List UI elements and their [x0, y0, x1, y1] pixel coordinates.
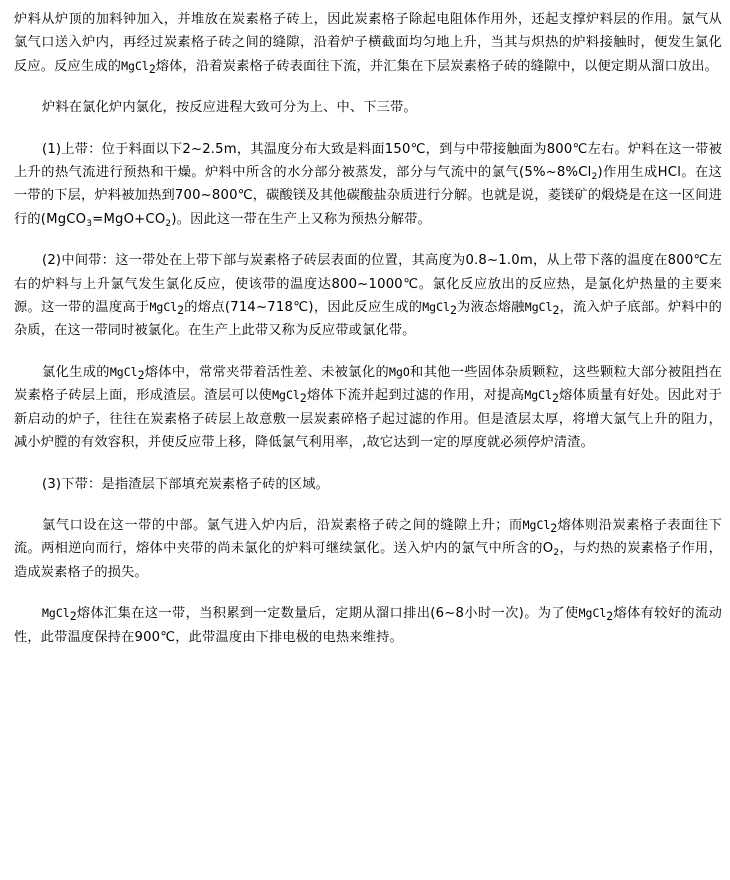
text-run: )作用生成HCl。在这一带的下层，炉料被加热到700~800℃，碳酸镁及其他碳酸盐杂质进行分解。也就是说，菱镁矿的煅烧是在这一区间进行的(MgCO	[14, 165, 723, 227]
text-run: 氯化生成的	[42, 364, 110, 380]
formula-mgcl2: MgCl	[524, 300, 553, 315]
text-run: 熔体，沿着炭素格子砖表面往下流，并汇集在下层炭素格子砖的缝隙中，以便定期从溜口放出。	[155, 58, 719, 74]
subscript: 2	[449, 303, 457, 318]
text-run: 熔体有较好的流动性，此带温度保持在900℃，此带温度由下排电极的电热来维持。	[14, 606, 722, 645]
subscript: 2	[550, 520, 558, 535]
paragraph-slag-layer	[14, 361, 722, 455]
text-run: 熔体汇集在这一带，当积累到一定数量后，定期从溜口排出(6~8小时一次)。为了使	[76, 606, 579, 622]
formula-mgcl2: MgCl	[109, 364, 138, 379]
paragraph-upper-zone	[14, 138, 722, 232]
text-run: ，与灼热的炭素格子作用，造成炭素格子的损失。	[14, 541, 722, 580]
text-run: (2)中间带：这一带处在上带下部与炭素格子砖层表面的位置，其高度为0.8~1.0m，从上带下落的温度在800℃左右的炉料与上升氯气发生氯化反应，使该带的温度达800~1000℃。氯化反应放出的反应热，是氯化炉热量的主要来源。这一带的温度高于	[14, 253, 722, 316]
formula-mgcl2: MgCl	[149, 300, 178, 315]
subscript: 2	[299, 391, 307, 406]
subscript: 2	[552, 391, 559, 406]
formula-mgcl2: MgCl	[578, 606, 607, 621]
paragraph-furnace-charging	[14, 8, 722, 78]
paragraph-three-zones: 炉料在氯化炉内氯化，按反应进程大致可分为上、中、下三带。	[42, 100, 417, 116]
subscript: 2	[165, 218, 172, 229]
formula-mgcl2: MgCl	[42, 606, 70, 621]
subscript: 2	[148, 61, 156, 76]
text-run: 熔体质量有好处。因此对于新启动的炉子，往往在炭素格子砖层上故意敷一层炭素碎格子起过滤的作用。但是渣层太厚，将增大氯气上升的阻力，减小炉膛的有效容积，并使反应带上移，降低氯气利用率，,故它达到一定的厚度就必须停炉清渣。	[14, 388, 722, 451]
paragraph-lower-zone-heading: (3)下带：是指渣层下部填充炭素格子砖的区域。	[42, 476, 330, 492]
formula-mgcl2: MgCl	[524, 388, 553, 403]
subscript: 2	[137, 367, 145, 382]
text-run: =MgO+CO	[92, 211, 166, 227]
text-run: 熔体则沿炭素格子表面往下流。两相逆向而行，熔体中夹带的尚未氯化的炉料可继续氯化。送入炉内的氯气中所含的O	[14, 517, 723, 557]
paragraph-chlorine-inlet	[14, 514, 722, 584]
text-run: 炉料从炉顶的加料钟加入，并堆放在炭素格子砖上，因此炭素格子除起电阻体作用外，还起支撑炉料层的作用。氯气从氯气口送入炉内，再经过炭素格子砖之间的缝隙，沿着炉子横截面均匀地上升，当其与炽热的炉料接触时，便发生氯化反应。反应生成的	[14, 12, 722, 74]
subscript: 2	[69, 609, 77, 624]
text-run: ，流入炉子底部。炉料中的杂质，在这一带同时被氯化。在生产上此带又称为反应带或氯化带。	[14, 300, 722, 339]
subscript: 3	[86, 218, 93, 229]
text-run: 熔体中，常常夹带着活性差、未被氯化的	[144, 364, 390, 380]
subscript: 2	[553, 548, 560, 559]
text-run: 为液态熔融	[456, 300, 525, 316]
text-run: 的熔点(714~718℃)，因此反应生成的	[184, 300, 423, 316]
subscript: 2	[591, 172, 598, 183]
formula-mgcl2: MgCl	[422, 300, 450, 315]
paragraph-middle-zone	[14, 249, 722, 343]
text-run: 熔体下流并起到过滤的作用，对提高	[306, 388, 525, 404]
subscript: 2	[606, 609, 614, 624]
subscript: 2	[177, 303, 185, 318]
text-run: (1)上带：位于料面以下2~2.5m，其温度分布大致是料面150℃，到与中带接触面为800℃左右。炉料在这一带被上升的热气流进行预热和干燥。炉料中所含的水分部分被蒸发，部分与气流中的氯气(5%~8%Cl	[14, 141, 722, 181]
formula-mgcl2: MgCl	[522, 517, 551, 532]
paragraph-melt-collection	[14, 602, 722, 649]
formula-mgcl2: MgCl	[272, 388, 300, 403]
text-run: 氯气口设在这一带的中部。氯气进入炉内后，沿炭素格子砖之间的缝隙上升；而	[42, 517, 523, 533]
formula-mgcl2: MgCl	[121, 58, 149, 73]
text-run: )。因此这一带在生产上又称为预热分解带。	[171, 211, 432, 227]
subscript: 2	[552, 303, 560, 318]
formula-mgo: MgO	[389, 364, 410, 379]
text-run: 和其他一些固体杂质颗粒，这些颗粒大部分被阻挡在炭素格子砖层上面，形成渣层。渣层可以使	[14, 364, 722, 404]
